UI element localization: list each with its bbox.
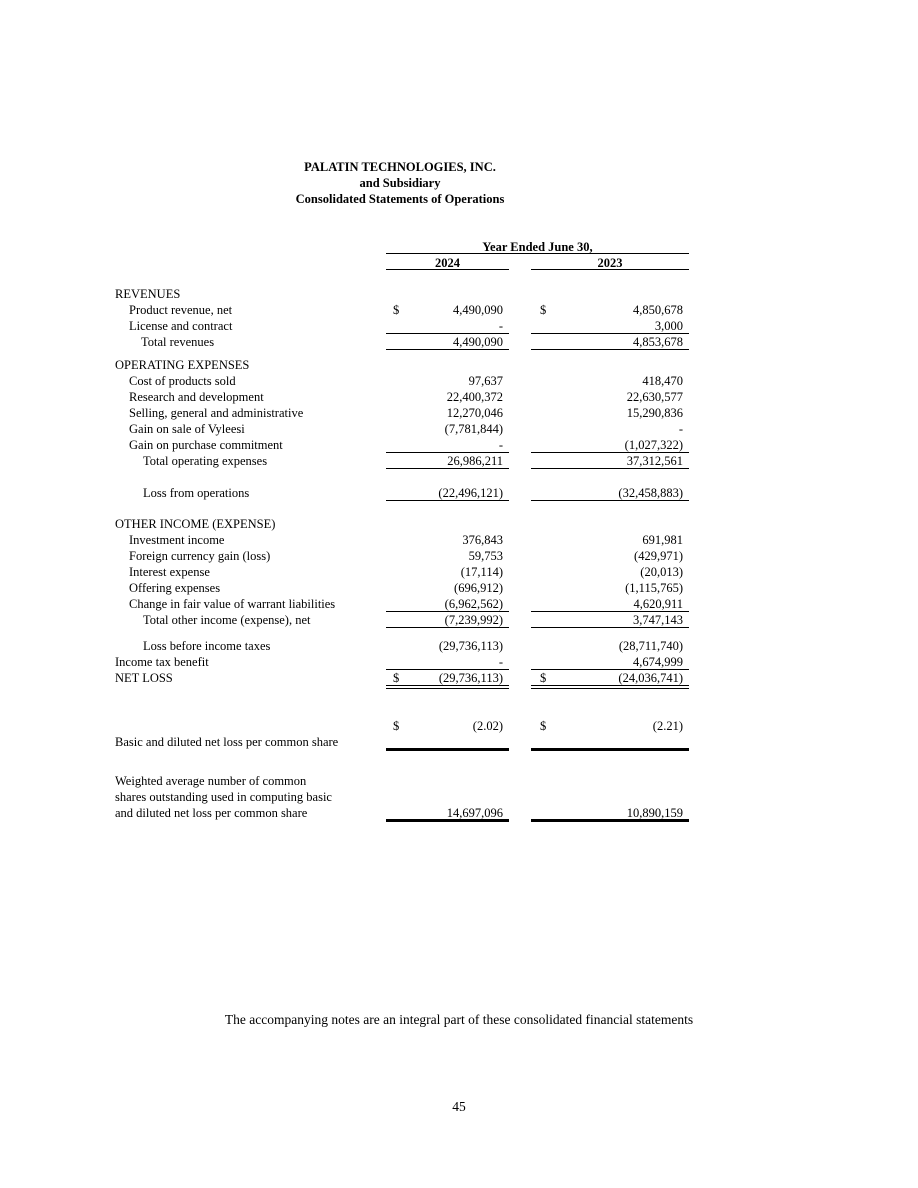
interest-expense-2024: (17,114) [460, 565, 503, 579]
rule [386, 611, 509, 612]
license-contract-2023: 3,000 [654, 319, 683, 333]
weighted-shares-2023: 10,890,159 [626, 806, 683, 820]
loss-before-taxes-2024: (29,736,113) [438, 639, 503, 653]
rule [531, 468, 689, 469]
product-revenue-2023: 4,850,678 [633, 303, 683, 317]
year-2024-underline [386, 269, 509, 270]
offering-expenses-2023: (1,115,765) [625, 581, 683, 595]
gain-sale-vyleesi-2023: - [678, 422, 683, 436]
research-development-2023: 22,630,577 [626, 390, 683, 404]
gain-purchase-commitment-label: Gain on purchase commitment [129, 438, 283, 452]
income-tax-benefit-label: Income tax benefit [115, 655, 209, 669]
loss-from-operations-label: Loss from operations [143, 486, 250, 500]
gain-sale-vyleesi-label: Gain on sale of Vyleesi [129, 422, 245, 436]
double-rule [386, 685, 509, 689]
offering-expenses-label: Offering expenses [129, 581, 221, 595]
double-rule [531, 685, 689, 689]
warrant-fair-value-2023: 4,620,911 [633, 597, 683, 611]
currency-symbol: $ [540, 719, 547, 733]
rule [386, 669, 509, 670]
sga-2024: 12,270,046 [446, 406, 503, 420]
loss-from-operations-2023: (32,458,883) [618, 486, 683, 500]
weighted-shares-2024: 14,697,096 [446, 806, 503, 820]
year-2023-header: 2023 [597, 256, 623, 270]
weighted-shares-label-line1: Weighted average number of common [115, 774, 307, 788]
license-contract-label: License and contract [129, 319, 233, 333]
total-other-income-2023: 3,747,143 [633, 613, 683, 627]
total-operating-expenses-label: Total operating expenses [143, 454, 268, 468]
revenues-heading: REVENUES [115, 287, 181, 301]
currency-symbol: $ [540, 671, 547, 685]
currency-symbol: $ [393, 303, 400, 317]
research-development-label: Research and development [129, 390, 264, 404]
product-revenue-2024: 4,490,090 [453, 303, 503, 317]
thick-rule [531, 819, 689, 822]
interest-expense-2023: (20,013) [640, 565, 683, 579]
loss-before-taxes-label: Loss before income taxes [143, 639, 271, 653]
statement-title: Consolidated Statements of Operations [295, 192, 505, 206]
weighted-shares-label-line3: and diluted net loss per common share [115, 806, 308, 820]
rule [531, 500, 689, 501]
product-revenue-label: Product revenue, net [129, 303, 233, 317]
rule [386, 468, 509, 469]
period-header: Year Ended June 30, [482, 240, 593, 254]
gain-sale-vyleesi-2024: (7,781,844) [444, 422, 503, 436]
sga-2023: 15,290,836 [626, 406, 683, 420]
rule [386, 349, 509, 350]
income-tax-benefit-2024: - [498, 655, 503, 669]
total-other-income-label: Total other income (expense), net [143, 613, 311, 627]
thick-rule [531, 748, 689, 751]
foreign-currency-2023: (429,971) [634, 549, 683, 563]
eps-2023: (2.21) [652, 719, 683, 733]
cost-of-products-2023: 418,470 [642, 374, 683, 388]
total-other-income-2024: (7,239,992) [444, 613, 503, 627]
year-2023-underline [531, 269, 689, 270]
income-tax-benefit-2023: 4,674,999 [633, 655, 683, 669]
currency-symbol: $ [540, 303, 547, 317]
cost-of-products-2024: 97,637 [468, 374, 503, 388]
currency-symbol: $ [393, 671, 400, 685]
total-operating-expenses-2023: 37,312,561 [626, 454, 683, 468]
loss-before-taxes-2023: (28,711,740) [618, 639, 683, 653]
foreign-currency-2024: 59,753 [468, 549, 503, 563]
weighted-shares-label-line2: shares outstanding used in computing basic [115, 790, 332, 804]
eps-label: Basic and diluted net loss per common share [115, 735, 339, 749]
total-operating-expenses-2024: 26,986,211 [447, 454, 503, 468]
interest-expense-label: Interest expense [129, 565, 210, 579]
net-loss-2023: (24,036,741) [618, 671, 683, 685]
gain-purchase-commitment-2024: - [498, 438, 503, 452]
investment-income-2023: 691,981 [642, 533, 683, 547]
rule [386, 627, 509, 628]
rule [531, 333, 689, 334]
rule [531, 627, 689, 628]
company-name: PALATIN TECHNOLOGIES, INC. [304, 160, 496, 174]
year-2024-header: 2024 [435, 256, 460, 270]
other-income-heading: OTHER INCOME (EXPENSE) [115, 517, 276, 531]
operating-expenses-heading: OPERATING EXPENSES [115, 358, 250, 372]
subsidiary-line: and Subsidiary [359, 176, 441, 190]
rule [386, 333, 509, 334]
eps-2024: (2.02) [472, 719, 503, 733]
investment-income-label: Investment income [129, 533, 225, 547]
rule [531, 611, 689, 612]
total-revenues-2024: 4,490,090 [453, 335, 503, 349]
loss-from-operations-2024: (22,496,121) [438, 486, 503, 500]
research-development-2024: 22,400,372 [446, 390, 503, 404]
warrant-fair-value-2024: (6,962,562) [444, 597, 503, 611]
sga-label: Selling, general and administrative [129, 406, 304, 420]
net-loss-2024: (29,736,113) [438, 671, 503, 685]
offering-expenses-2024: (696,912) [454, 581, 503, 595]
cost-of-products-label: Cost of products sold [129, 374, 236, 388]
period-underline [386, 253, 689, 254]
investment-income-2024: 376,843 [462, 533, 503, 547]
total-revenues-2023: 4,853,678 [633, 335, 683, 349]
net-loss-label: NET LOSS [115, 671, 173, 685]
rule [386, 452, 509, 453]
footer-note: The accompanying notes are an integral part of these consolidated financial statements [224, 1012, 694, 1027]
foreign-currency-label: Foreign currency gain (loss) [129, 549, 271, 563]
rule [386, 500, 509, 501]
total-revenues-label: Total revenues [141, 335, 215, 349]
page-number: 45 [452, 1099, 466, 1114]
rule [531, 669, 689, 670]
currency-symbol: $ [393, 719, 400, 733]
license-contract-2024: - [498, 319, 503, 333]
gain-purchase-commitment-2023: (1,027,322) [624, 438, 683, 452]
rule [531, 452, 689, 453]
warrant-fair-value-label: Change in fair value of warrant liabilities [129, 597, 336, 611]
thick-rule [386, 748, 509, 751]
rule [531, 349, 689, 350]
thick-rule [386, 819, 509, 822]
